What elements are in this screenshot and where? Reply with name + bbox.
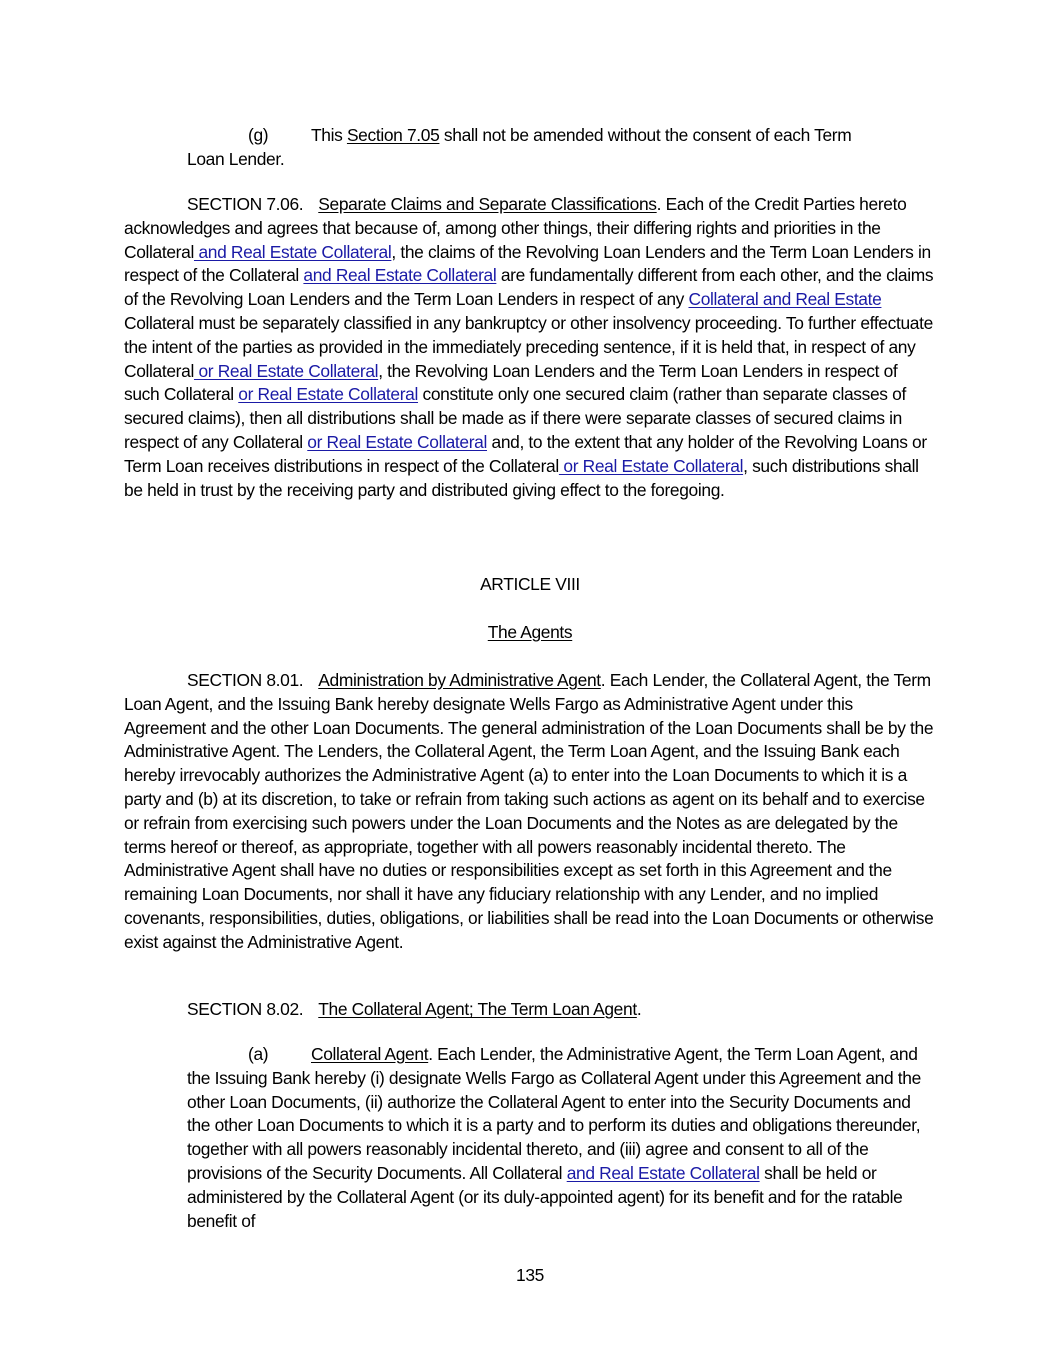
page-number: 135	[516, 1265, 544, 1285]
inserted-text[interactable]: or Real Estate Collateral	[193, 360, 379, 381]
clause-a	[187, 1043, 937, 1233]
clause-g-label: (g)	[248, 125, 269, 145]
s706-text-2: , the claims of the Revolving Loan Lenders and the Term Loan Lenders in respect of the Collateral	[124, 241, 931, 286]
s706-text-4: Collateral must be separately classified in any bankruptcy or other insolvency proceeding. To further effectuate the intent of the parties as provided in the immediately preceding sentence, if it is held that, in respect of any Collateral	[124, 312, 933, 381]
clause-a-label: (a)	[248, 1044, 269, 1064]
article-title-text: The Agents	[487, 622, 573, 642]
inserted-text[interactable]: or Real Estate Collateral	[238, 384, 419, 405]
article-number: ARTICLE VIII	[480, 574, 580, 594]
section-8-01-heading: SECTION 8.01.	[187, 670, 304, 690]
section-8-02-title: The Collateral Agent; The Term Loan Agent	[318, 999, 637, 1019]
inserted-text[interactable]: and Real Estate Collateral	[566, 1162, 760, 1183]
section-7-05-reference[interactable]: Section 7.05	[346, 125, 440, 145]
clause-a-text-1: . Each Lender, the Administrative Agent, the Term Loan Agent, and the Issuing Bank hereby (i) designate Wells Fargo as Collateral Agent under this Agreement and the other Loan Documents, (ii) authorize the Collateral Agent to enter into the Security Documents and the other Loan Documents to which it is a party and to perform its duties and obligations thereunder, together with all powers reasonably incidental thereto, and (iii) agree and consent to all of the provisions of the Security Documents. All Collateral	[187, 1044, 921, 1183]
section-8-02-heading: SECTION 8.02.	[187, 999, 304, 1019]
section-8-01-title: Administration by Administrative Agent	[318, 670, 601, 690]
clause-g-text-2: shall not be amended without the consent of each Term	[439, 125, 852, 145]
clause-g	[187, 124, 937, 172]
article-title	[124, 621, 936, 645]
inserted-text[interactable]: or Real Estate Collateral	[558, 455, 744, 476]
section-7-06-title: Separate Claims and Separate Classifications	[318, 194, 657, 214]
clause-a-text-2: shall be held or administered by the Collateral Agent (or its duly-appointed agent) for its benefit and for the ratable benefit of	[187, 1162, 903, 1231]
section-8-01-body: . Each Lender, the Collateral Agent, the Term Loan Agent, and the Issuing Bank hereby designate Wells Fargo as Administrative Agent under this Agreement and the other Loan Documents. The general administration of the Loan Documents shall be by the Administrative Agent. The Lenders, the Collateral Agent, the Term Loan Agent, and the Issuing Bank each hereby irrevocably authorizes the Administrative Agent (a) to enter into the Loan Documents to which it is a party and (b) at its discretion, to take or refrain from taking such actions as agent on its behalf and to exercise or refrain from exercising such powers under the Loan Documents and the Notes as are delegated by the terms hereof or thereof, as appropriate, together with all powers reasonably incidental thereto. The Administrative Agent shall have no duties or responsibilities except as set forth in this Agreement and the remaining Loan Documents, nor shall it have any fiduciary relationship with any Lender, and no implied covenants, responsibilities, duties, obligations, or liabilities shall be read into the Loan Documents or otherwise exist against the Administrative Agent.	[124, 670, 934, 952]
s706-text-1: . Each of the Credit Parties hereto acknowledges and agrees that because of, among other things, their differing rights and priorities in the Collateral	[124, 194, 907, 262]
section-7-06	[124, 193, 936, 502]
section-8-01	[124, 669, 936, 955]
clause-a-title: Collateral Agent	[311, 1044, 429, 1064]
s706-text-8: , such distributions shall be held in trust by the receiving party and distributed giving effect to the foregoing.	[124, 455, 919, 500]
s706-text-6: constitute only one secured claim (rather than separate classes of secured claims), then all distributions shall be made as if there were separate classes of secured claims in respect of any Collateral	[124, 384, 906, 452]
clause-g-text: This	[311, 125, 347, 145]
section-8-02	[124, 998, 936, 1022]
s706-text-5: , the Revolving Loan Lenders and the Term Loan Lenders in respect of such Collateral	[124, 360, 898, 405]
inserted-text[interactable]: or Real Estate Collateral	[307, 431, 488, 452]
section-7-06-heading: SECTION 7.06.	[187, 194, 304, 214]
inserted-text[interactable]: Collateral and Real Estate	[688, 289, 882, 310]
section-8-02-end: .	[636, 999, 642, 1019]
s706-text-7: and, to the extent that any holder of the Revolving Loans or Term Loan receives distributions in respect of the Collateral	[124, 431, 927, 476]
inserted-text[interactable]: and Real Estate Collateral	[303, 265, 497, 286]
clause-g-text-3: Loan Lender.	[187, 148, 285, 169]
inserted-text[interactable]: and Real Estate Collateral	[193, 241, 392, 262]
s706-text-3: are fundamentally different from each other, and the claims of the Revolving Loan Lenders and the Term Loan Lenders in respect of any	[124, 265, 934, 310]
